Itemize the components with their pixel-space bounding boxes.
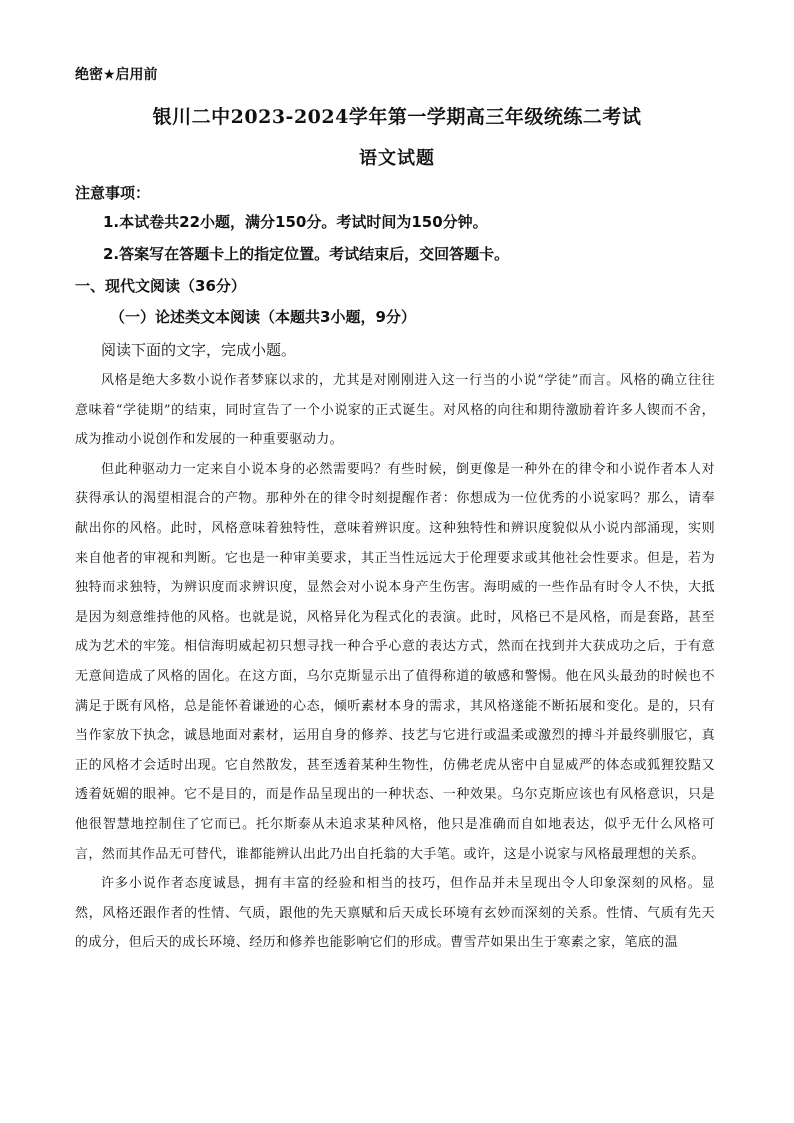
confidential-mark: 绝密★启用前 bbox=[75, 67, 158, 83]
subject-title: 语文试题 bbox=[359, 148, 435, 169]
reading-instruction: 阅读下面的文字，完成小题。 bbox=[101, 341, 297, 359]
notice-heading: 注意事项： bbox=[75, 184, 151, 202]
reading-passage bbox=[75, 366, 715, 958]
passage-paragraph: 风格是绝大多数小说作者梦寐以求的，尤其是对刚刚进入这一行当的小说“学徒”而言。风格的确立往往意味着“学徒期”的结束，同时宣告了一个小说家的正式诞生。对风格的向往和期待激励着许多人锲而不舍，成为推动小说创作和发展的一种重要驱动力。 bbox=[75, 373, 715, 448]
notice-item: 2.答案写在答题卡上的指定位置。考试结束后，交回答题卡。 bbox=[103, 245, 510, 263]
passage-paragraph: 但此种驱动力一定来自小说本身的必然需要吗？有些时候，倒更像是一种外在的律令和小说作者本人对获得承认的渴望相混合的产物。那种外在的律令时刻提醒作者：你想成为一位优秀的小说家吗？那么，请奉献出你的风格。此时，风格意味着独特性，意味着辨识度。这种独特性和辨识度貌似从小说内部涌现，实则来自他者的审视和判断。它也是一种审美要求，其正当性远远大于伦理要求或其他社会性要求。但是，若为独特而求独特，为辨识度而求辨识度，显然会对小说本身产生伤害。海明威的一些作品有时令人不快，大抵是因为刻意维持他的风格。也就是说，风格异化为程式化的表演。此时，风格已不是风格，而是套路，甚至成为艺术的牢笼。相信海明威起初只想寻找一种合乎心意的表达方式，然而在找到并大获成功之后，于有意无意间造成了风格的固化。在这方面，乌尔克斯显示出了值得称道的敏感和警惕。他在风头最劲的时候也不满足于既有风格，总是能怀着谦逊的心态，倾听素材本身的需求，其风格遂能不断拓展和变化。是的，只有当作家放下执念，诚恳地面对素材，运用自身的修养、技艺与它进行或温柔或激烈的搏斗并最终驯服它，真正的风格才会适时出现。它自然散发，甚至透着某种生物性，仿佛老虎从密中自显威严的体态或狐狸狡黠又透着妩媚的眼神。它不是目的，而是作品呈现出的一种状态、一种效果。乌尔克斯应该也有风格意识，只是他很智慧地控制住了它而已。托尔斯泰从未追求某种风格，他只是准确而自如地表达，似乎无什么风格可言，然而其作品无可替代，谁都能辨认出此乃出自托翁的大手笔。或许，这是小说家与风格最理想的关系。 bbox=[75, 461, 715, 862]
section-sub-heading: （一）论述类文本阅读（本题共3小题，9分） bbox=[110, 308, 416, 326]
passage-paragraph: 许多小说作者态度诚恳，拥有丰富的经验和相当的技巧，但作品并未呈现出令人印象深刻的风格。显然，风格还跟作者的性情、气质，跟他的先天禀赋和后天成长环境有玄妙而深刻的关系。性情、气质有先天的成分，但后天的成长环境、经历和修养也能影响它们的形成。曹雪芹如果出生于寒素之家，笔底的温 bbox=[75, 876, 715, 951]
notice-item: 1.本试卷共22小题，满分150分。考试时间为150分钟。 bbox=[103, 213, 488, 231]
part-heading: 一、现代文阅读（36分） bbox=[75, 277, 246, 295]
exam-title: 银川二中2023-2024学年第一学期高三年级统练二考试 bbox=[152, 106, 642, 128]
